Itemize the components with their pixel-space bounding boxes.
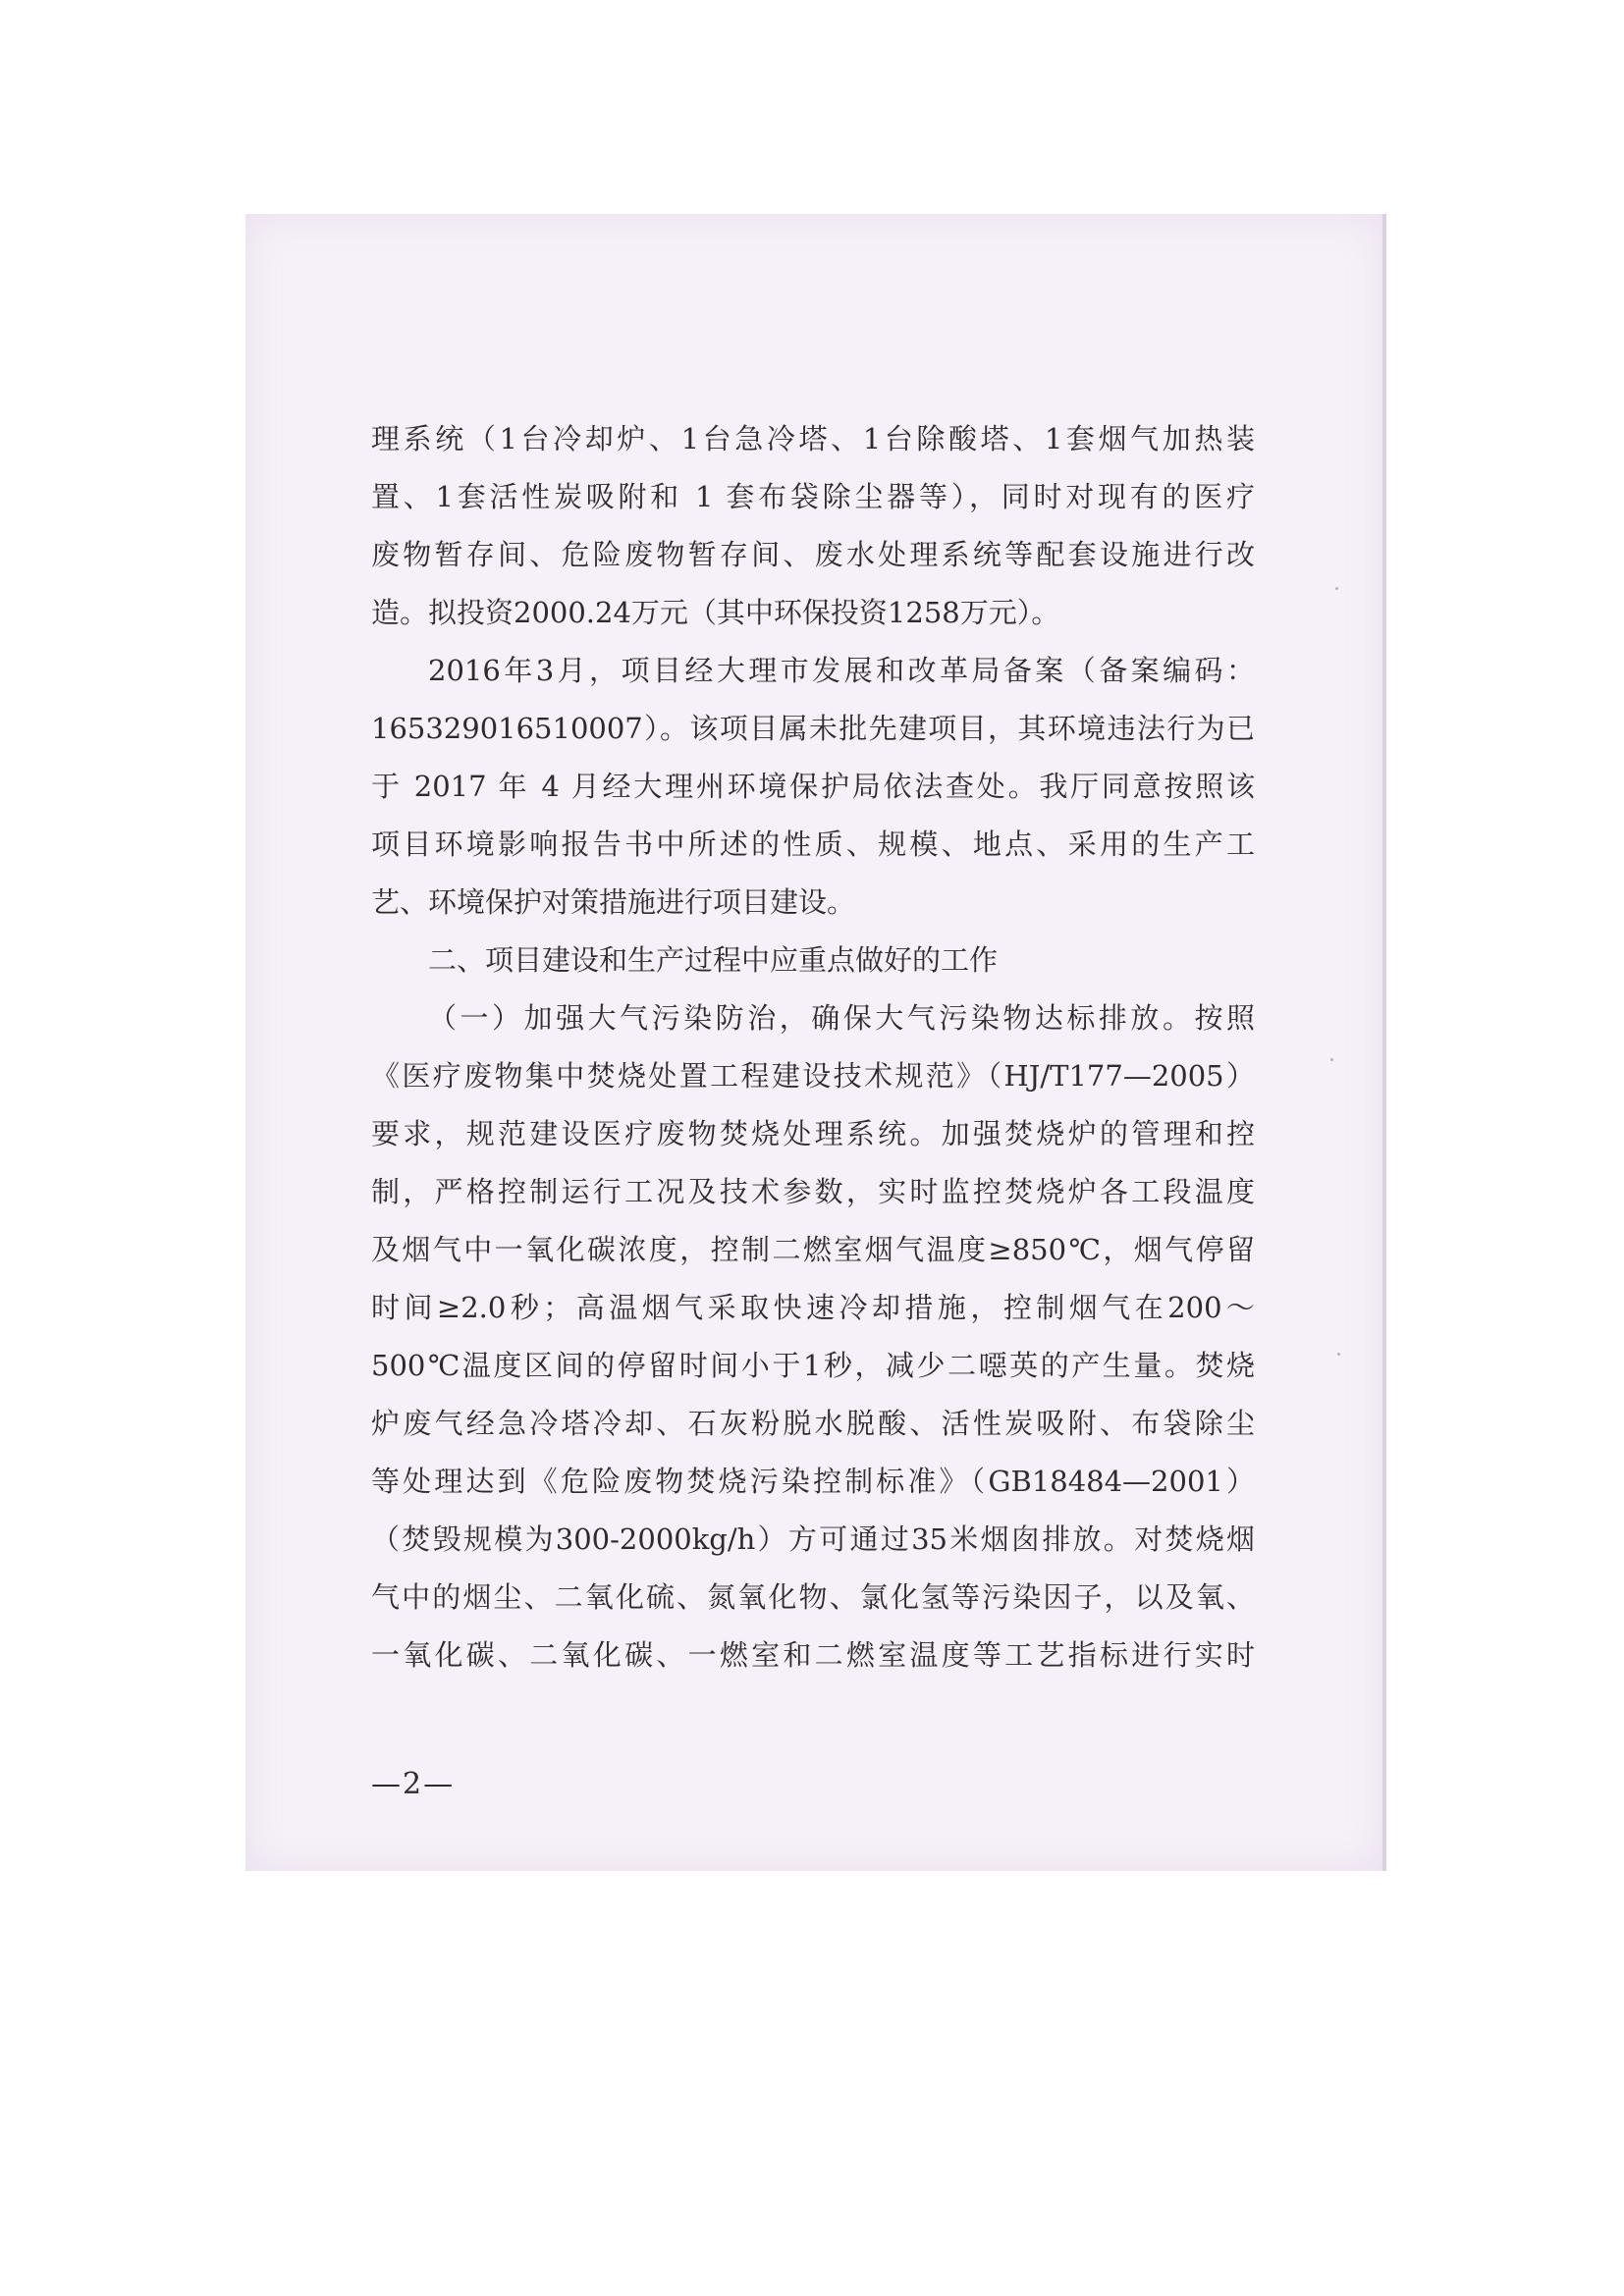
scan-speck <box>1330 1058 1333 1061</box>
scan-speck <box>1337 1353 1340 1356</box>
scan-speck <box>1335 587 1338 590</box>
text-line: 时间≥2.0秒；高温烟气采取快速冷却措施，控制烟气在200～ <box>371 1291 1255 1324</box>
text-line: 废物暂存间、危险废物暂存间、废水处理系统等配套设施进行改 <box>371 538 1255 571</box>
text-line: （焚毁规模为300-2000kg/h）方可通过35米烟囱排放。对焚烧烟 <box>371 1522 1255 1556</box>
page-number: —2— <box>371 1767 456 1801</box>
text-line: 等处理达到《危险废物焚烧污染控制标准》（GB18484—2001） <box>371 1465 1255 1498</box>
text-line: 一氧化碳、二氧化碳、一燃室和二燃室温度等工艺指标进行实时 <box>371 1638 1255 1672</box>
text-line: 造。拟投资2000.24万元（其中环保投资1258万元）。 <box>371 596 1060 629</box>
text-line: 165329016510007）。该项目属未批先建项目，其环境违法行为已 <box>371 712 1255 745</box>
scanned-page <box>245 214 1386 1871</box>
text-line: 《医疗废物集中焚烧处置工程建设技术规范》（HJ/T177—2005） <box>371 1059 1255 1093</box>
text-line: 艺、环境保护对策措施进行项目建设。 <box>371 885 856 919</box>
text-line: 要求，规范建设医疗废物焚烧处理系统。加强焚烧炉的管理和控 <box>371 1117 1255 1150</box>
text-line: （一）加强大气污染防治，确保大气污染物达标排放。按照 <box>428 1001 1255 1035</box>
text-line: 置、1套活性炭吸附和 1 套布袋除尘器等），同时对现有的医疗 <box>371 480 1255 513</box>
text-line: 制，严格控制运行工况及技术参数，实时监控焚烧炉各工段温度 <box>371 1175 1255 1208</box>
text-line: 气中的烟尘、二氧化硫、氮氧化物、氯化氢等污染因子，以及氧、 <box>371 1580 1255 1614</box>
text-line: 项目环境影响报告书中所述的性质、规模、地点、采用的生产工 <box>371 828 1255 861</box>
text-line: 500℃温度区间的停留时间小于1秒，减少二噁英的产生量。焚烧 <box>371 1349 1255 1382</box>
text-line: 理系统（1台冷却炉、1台急冷塔、1台除酸塔、1套烟气加热装 <box>371 422 1255 455</box>
text-line: 及烟气中一氧化碳浓度，控制二燃室烟气温度≥850℃，烟气停留 <box>371 1233 1255 1266</box>
body-text <box>371 410 1255 1684</box>
text-line: 炉废气经急冷塔冷却、石灰粉脱水脱酸、活性炭吸附、布袋除尘 <box>371 1407 1255 1440</box>
text-line: 于 2017 年 4 月经大理州环境保护局依法查处。我厅同意按照该 <box>371 770 1255 803</box>
text-line: 二、项目建设和生产过程中应重点做好的工作 <box>428 943 999 977</box>
text-line: 2016年3月，项目经大理市发展和改革局备案（备案编码： <box>428 654 1255 687</box>
